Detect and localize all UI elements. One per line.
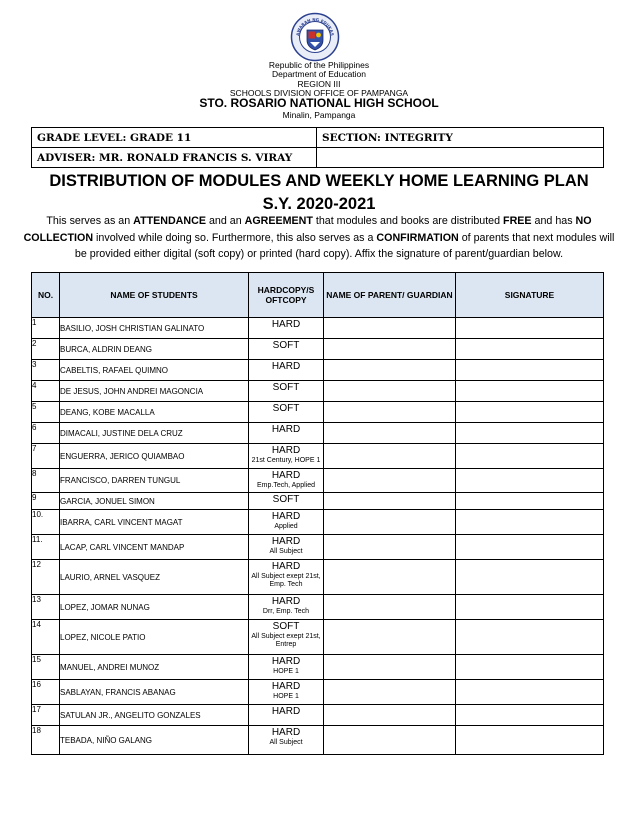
row-number: 2 — [32, 339, 60, 360]
parent-name-cell — [324, 402, 456, 423]
header-republic: Republic of the Philippines — [268, 60, 370, 70]
student-name: FRANCISCO, DARREN TUNGUL — [60, 469, 249, 493]
school-year: S.Y. 2020-2021 — [262, 195, 376, 213]
copy-type-cell — [249, 318, 324, 339]
copy-type-cell — [249, 595, 324, 620]
copy-type: SOFT — [272, 494, 300, 505]
table-row — [32, 493, 604, 510]
intro-emphasis: CONFIRMATION — [376, 231, 459, 244]
student-name: SATULAN JR., ANGELITO GONZALES — [60, 705, 249, 726]
table-row — [32, 560, 604, 595]
row-number: 15 — [32, 655, 60, 680]
copy-type-cell — [249, 469, 324, 493]
copy-type-cell — [249, 510, 324, 535]
copy-type-cell — [249, 726, 324, 755]
signature-cell — [456, 680, 604, 705]
row-number: 11. — [32, 535, 60, 560]
table-row — [32, 402, 604, 423]
student-name: LAURIO, ARNEL VASQUEZ — [60, 560, 249, 595]
copy-type: HARD — [271, 511, 301, 522]
copy-type-cell — [249, 381, 324, 402]
intro-emphasis: FREE — [503, 215, 532, 227]
intro-emphasis: NO COLLECTION — [23, 215, 592, 244]
table-row — [32, 620, 604, 655]
table-row — [32, 469, 604, 493]
student-name: CABELTIS, RAFAEL QUIMNO — [60, 360, 249, 381]
parent-name-cell — [324, 655, 456, 680]
header-region: REGION III — [297, 79, 341, 89]
parent-name-cell — [324, 510, 456, 535]
copy-type: HARD — [271, 424, 301, 435]
copy-type: SOFT — [272, 340, 300, 351]
table-row — [32, 360, 604, 381]
copy-subject-note: All Subject — [269, 548, 303, 555]
copy-subject-note: HOPE 1 — [273, 693, 299, 700]
intro-text: This serves as an — [46, 215, 134, 227]
copy-type: HARD — [271, 596, 301, 607]
parent-name-cell — [324, 560, 456, 595]
intro-emphasis: AGREEMENT — [244, 215, 313, 227]
parent-name-cell — [324, 535, 456, 560]
row-number: 12 — [32, 560, 60, 595]
copy-subject-note: HOPE 1 — [273, 668, 299, 675]
copy-type: HARD — [271, 561, 301, 572]
intro-text: and has — [531, 215, 576, 227]
row-number: 6 — [32, 423, 60, 444]
parent-name-cell — [324, 339, 456, 360]
copy-type: SOFT — [272, 403, 300, 414]
signature-cell — [456, 595, 604, 620]
student-name: GARCIA, JONUEL SIMON — [60, 493, 249, 510]
row-number: 13 — [32, 595, 60, 620]
parent-name-cell — [324, 595, 456, 620]
signature-cell — [456, 655, 604, 680]
parent-name-cell — [324, 726, 456, 755]
copy-type: HARD — [271, 470, 301, 481]
student-name: IBARRA, CARL VINCENT MAGAT — [60, 510, 249, 535]
student-name: BURCA, ALDRIN DEANG — [60, 339, 249, 360]
student-name: DIMACALI, JUSTINE DELA CRUZ — [60, 423, 249, 444]
student-name: ENGUERRA, JERICO QUIAMBAO — [60, 444, 249, 469]
copy-type-cell — [249, 535, 324, 560]
document-title: DISTRIBUTION OF MODULES AND WEEKLY HOME LEARNING PLAN — [49, 172, 589, 190]
row-number: 18 — [32, 726, 60, 755]
signature-cell — [456, 402, 604, 423]
signature-cell — [456, 620, 604, 655]
signature-cell — [456, 444, 604, 469]
table-row — [32, 705, 604, 726]
signature-cell — [456, 705, 604, 726]
table-row — [32, 535, 604, 560]
signature-cell — [456, 423, 604, 444]
parent-name-cell — [324, 423, 456, 444]
col-header-copy: HARDCOPY/S OFTCOPY — [249, 273, 324, 318]
table-row — [32, 423, 604, 444]
signature-cell — [456, 510, 604, 535]
copy-type: HARD — [271, 445, 301, 456]
copy-type: HARD — [271, 727, 301, 738]
copy-type: HARD — [271, 706, 301, 717]
signature-cell — [456, 560, 604, 595]
copy-type: SOFT — [272, 382, 300, 393]
parent-name-cell — [324, 705, 456, 726]
copy-subject-note: All Subject exept 21st, Emp. Tech — [251, 573, 321, 589]
intro-emphasis: ATTENDANCE — [133, 215, 206, 227]
parent-name-cell — [324, 680, 456, 705]
copy-type-cell — [249, 620, 324, 655]
student-name: BASILIO, JOSH CHRISTIAN GALINATO — [60, 318, 249, 339]
signature-cell — [456, 381, 604, 402]
table-row — [32, 510, 604, 535]
intro-text: that modules and books are distributed — [312, 215, 504, 227]
deped-seal-logo — [290, 12, 340, 62]
student-name: MANUEL, ANDREI MUNOZ — [60, 655, 249, 680]
intro-text: of parents that next modules will be provided either digital (soft copy) or printed (hard copy). Affix the signature of parent/guardian below. — [74, 231, 615, 260]
header-department: Department of Education — [271, 69, 367, 79]
table-row — [32, 381, 604, 402]
copy-type: HARD — [271, 681, 301, 692]
svg-text:KAGAWARAN NG EDUKASYON: AWARAN NG EDUKAS — [295, 16, 335, 37]
student-name: LACAP, CARL VINCENT MANDAP — [60, 535, 249, 560]
school-location: Minalin, Pampanga — [282, 110, 356, 120]
copy-type-cell — [249, 339, 324, 360]
copy-type: HARD — [271, 536, 301, 547]
row-number: 1 — [32, 318, 60, 339]
copy-type-cell — [249, 444, 324, 469]
copy-subject-note: Applied — [274, 523, 298, 530]
parent-name-cell — [324, 469, 456, 493]
col-header-name: NAME OF STUDENTS — [60, 273, 249, 318]
signature-cell — [456, 493, 604, 510]
copy-subject-note: Emp.Tech, Applied — [257, 482, 315, 489]
student-roster-table — [31, 272, 604, 755]
col-header-parent: NAME OF PARENT/ GUARDIAN — [324, 273, 456, 318]
student-name: DE JESUS, JOHN ANDREI MAGONCIA — [60, 381, 249, 402]
parent-name-cell — [324, 620, 456, 655]
signature-cell — [456, 360, 604, 381]
table-row — [32, 680, 604, 705]
row-number: 14 — [32, 620, 60, 655]
row-number: 7 — [32, 444, 60, 469]
parent-name-cell — [324, 318, 456, 339]
copy-type-cell — [249, 680, 324, 705]
student-name: LOPEZ, JOMAR NUNAG — [60, 595, 249, 620]
copy-type-cell — [249, 655, 324, 680]
signature-cell — [456, 469, 604, 493]
signature-cell — [456, 339, 604, 360]
signature-cell — [456, 318, 604, 339]
row-number: 4 — [32, 381, 60, 402]
copy-type: HARD — [271, 319, 301, 330]
student-name: LOPEZ, NICOLE PATIO — [60, 620, 249, 655]
copy-subject-note: Drr, Emp. Tech — [262, 608, 310, 615]
table-row — [32, 444, 604, 469]
table-row — [32, 595, 604, 620]
student-name: TEBADA, NIÑO GALANG — [60, 726, 249, 755]
row-number: 17 — [32, 705, 60, 726]
copy-type-cell — [249, 402, 324, 423]
copy-type-cell — [249, 423, 324, 444]
school-name: STO. ROSARIO NATIONAL HIGH SCHOOL — [199, 96, 439, 110]
table-row — [32, 655, 604, 680]
row-number: 10. — [32, 510, 60, 535]
copy-type-cell — [249, 360, 324, 381]
copy-type-cell — [249, 493, 324, 510]
adviser: ADVISER: MR. RONALD FRANCIS S. VIRAY — [32, 148, 317, 168]
grade-level: GRADE LEVEL: GRADE 11 — [32, 128, 317, 148]
intro-text: involved while doing so. Furthermore, this also serves as a — [93, 231, 377, 244]
row-number: 8 — [32, 469, 60, 493]
parent-name-cell — [324, 381, 456, 402]
signature-cell — [456, 726, 604, 755]
copy-subject-note: All Subject — [269, 739, 303, 746]
signature-cell — [456, 535, 604, 560]
copy-subject-note: 21st Century, HOPE 1 — [251, 457, 321, 464]
copy-type: HARD — [271, 361, 301, 372]
student-name: SABLAYAN, FRANCIS ABANAG — [60, 680, 249, 705]
row-number: 3 — [32, 360, 60, 381]
row-number: 5 — [32, 402, 60, 423]
parent-name-cell — [324, 360, 456, 381]
parent-name-cell — [324, 493, 456, 510]
class-info-table — [31, 127, 604, 168]
row-number: 9 — [32, 493, 60, 510]
table-row — [32, 318, 604, 339]
copy-type: HARD — [271, 656, 301, 667]
intro-paragraph — [18, 213, 620, 263]
col-header-signature: SIGNATURE — [456, 273, 604, 318]
parent-name-cell — [324, 444, 456, 469]
intro-text: and an — [205, 215, 245, 227]
table-row — [32, 339, 604, 360]
copy-subject-note: All Subject exept 21st, Entrep — [251, 633, 321, 649]
row-number: 16 — [32, 680, 60, 705]
copy-type-cell — [249, 705, 324, 726]
section: SECTION: INTEGRITY — [317, 128, 604, 148]
info-blank-cell — [317, 148, 604, 168]
col-header-no: NO. — [32, 273, 60, 318]
header-division: SCHOOLS DIVISION OFFICE OF PAMPANGA — [229, 88, 409, 98]
copy-type: SOFT — [272, 621, 300, 632]
table-row — [32, 726, 604, 755]
student-name: DEANG, KOBE MACALLA — [60, 402, 249, 423]
copy-type-cell — [249, 560, 324, 595]
